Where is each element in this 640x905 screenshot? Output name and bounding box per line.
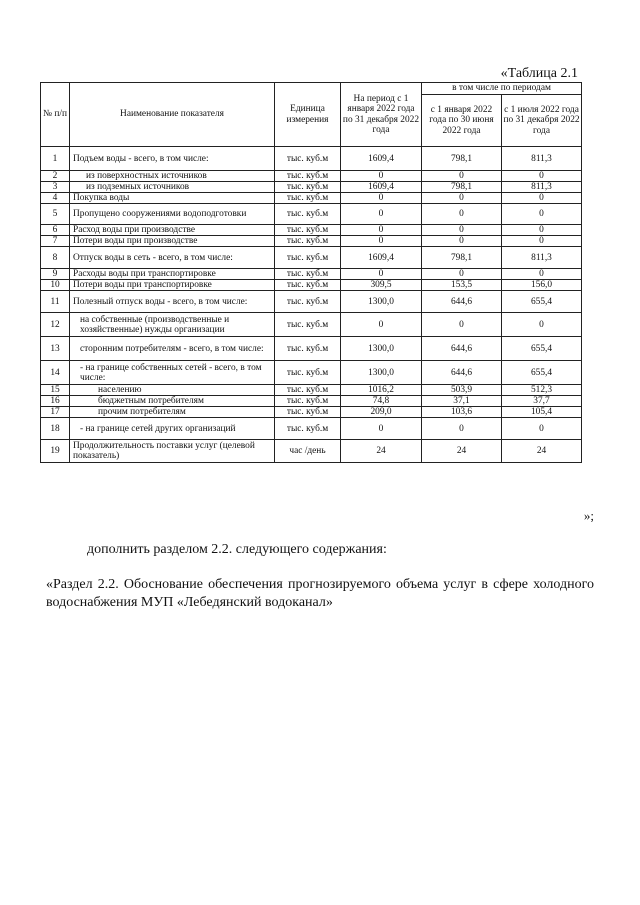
row-total-cell: 0 — [341, 204, 422, 225]
row-unit-cell: тыс. куб.м — [275, 313, 341, 337]
row-unit-cell: тыс. куб.м — [275, 291, 341, 313]
row-period2-cell: 512,3 — [502, 385, 582, 396]
table-row — [41, 440, 582, 463]
row-name-cell: Пропущено сооружениями водоподготовки — [70, 204, 275, 225]
row-name-cell: Продолжительность поставки услуг (целевой показатель) — [70, 440, 275, 463]
row-num-cell: 8 — [41, 247, 70, 269]
row-period1-cell: 0 — [422, 418, 502, 440]
row-period2-cell: 37,7 — [502, 396, 582, 407]
table-row — [41, 147, 582, 171]
row-period1-cell: 0 — [422, 225, 502, 236]
header-period-1: с 1 января 2022 года по 30 июня 2022 года — [422, 95, 502, 147]
row-name-cell: Расход воды при производстве — [70, 225, 275, 236]
row-unit-cell: тыс. куб.м — [275, 204, 341, 225]
row-name-cell: Отпуск воды в сеть - всего, в том числе: — [70, 247, 275, 269]
row-num-cell: 4 — [41, 193, 70, 204]
row-period2-cell: 0 — [502, 204, 582, 225]
row-num-cell: 16 — [41, 396, 70, 407]
table-row — [41, 337, 582, 361]
row-total-cell: 1300,0 — [341, 337, 422, 361]
row-name-cell: бюджетным потребителям — [70, 396, 275, 407]
row-total-cell: 24 — [341, 440, 422, 463]
row-period1-cell: 798,1 — [422, 247, 502, 269]
paragraph-section-title: «Раздел 2.2. Обоснование обеспечения прогнозируемого объема услуг в сфере холодного водоснабжения МУП «Лебедянский водоканал» — [46, 577, 594, 610]
row-num-cell: 10 — [41, 280, 70, 291]
row-name-cell: из подземных источников — [70, 182, 275, 193]
table-caption: «Таблица 2.1 — [500, 66, 578, 81]
row-unit-cell: тыс. куб.м — [275, 337, 341, 361]
row-period1-cell: 103,6 — [422, 407, 502, 418]
row-period2-cell: 0 — [502, 193, 582, 204]
row-period1-cell: 0 — [422, 236, 502, 247]
table-row — [41, 269, 582, 280]
row-num-cell: 11 — [41, 291, 70, 313]
row-num-cell: 5 — [41, 204, 70, 225]
row-period1-cell: 798,1 — [422, 147, 502, 171]
row-num-cell: 12 — [41, 313, 70, 337]
row-period2-cell: 0 — [502, 269, 582, 280]
row-num-cell: 13 — [41, 337, 70, 361]
row-name-cell: прочим потребителям — [70, 407, 275, 418]
row-num-cell: 2 — [41, 171, 70, 182]
row-period2-cell: 655,4 — [502, 291, 582, 313]
row-period2-cell: 0 — [502, 313, 582, 337]
header-total: На период с 1 января 2022 года по 31 декабря 2022 года — [341, 83, 422, 147]
row-total-cell: 209,0 — [341, 407, 422, 418]
table-row — [41, 171, 582, 182]
row-period2-cell: 811,3 — [502, 147, 582, 171]
row-num-cell: 19 — [41, 440, 70, 463]
header-period-2: с 1 июля 2022 года по 31 декабря 2022 года — [502, 95, 582, 147]
row-unit-cell: тыс. куб.м — [275, 182, 341, 193]
header-unit: Единица измерения — [275, 83, 341, 147]
row-period2-cell: 655,4 — [502, 337, 582, 361]
row-period2-cell: 811,3 — [502, 182, 582, 193]
table-row — [41, 280, 582, 291]
row-total-cell: 0 — [341, 171, 422, 182]
row-period2-cell: 0 — [502, 171, 582, 182]
row-num-cell: 15 — [41, 385, 70, 396]
row-period2-cell: 811,3 — [502, 247, 582, 269]
row-name-cell: - на границе собственных сетей - всего, в том числе: — [70, 361, 275, 385]
table-row — [41, 313, 582, 337]
row-period1-cell: 0 — [422, 269, 502, 280]
row-num-cell: 6 — [41, 225, 70, 236]
row-period1-cell: 798,1 — [422, 182, 502, 193]
row-unit-cell: тыс. куб.м — [275, 269, 341, 280]
row-period1-cell: 0 — [422, 193, 502, 204]
row-period1-cell: 644,6 — [422, 361, 502, 385]
row-name-cell: на собственные (производственные и хозяйственные) нужды организации — [70, 313, 275, 337]
header-num: № п/п — [41, 83, 70, 147]
table-row — [41, 407, 582, 418]
row-unit-cell: час /день — [275, 440, 341, 463]
row-period2-cell: 0 — [502, 418, 582, 440]
row-total-cell: 1609,4 — [341, 147, 422, 171]
table-row — [41, 225, 582, 236]
row-total-cell: 0 — [341, 269, 422, 280]
row-period2-cell: 0 — [502, 225, 582, 236]
row-unit-cell: тыс. куб.м — [275, 236, 341, 247]
row-period2-cell: 156,0 — [502, 280, 582, 291]
table-row — [41, 182, 582, 193]
row-total-cell: 0 — [341, 313, 422, 337]
water-balance-table — [40, 82, 582, 463]
row-total-cell: 0 — [341, 418, 422, 440]
row-period2-cell: 0 — [502, 236, 582, 247]
row-period1-cell: 0 — [422, 171, 502, 182]
table-row — [41, 385, 582, 396]
row-unit-cell: тыс. куб.м — [275, 225, 341, 236]
table-row — [41, 236, 582, 247]
row-name-cell: Покупка воды — [70, 193, 275, 204]
row-name-cell: Подъем воды - всего, в том числе: — [70, 147, 275, 171]
row-num-cell: 3 — [41, 182, 70, 193]
row-num-cell: 9 — [41, 269, 70, 280]
header-periods-group: в том числе по периодам — [422, 83, 582, 95]
row-total-cell: 0 — [341, 236, 422, 247]
table-row — [41, 204, 582, 225]
row-period2-cell: 655,4 — [502, 361, 582, 385]
paragraph-amendment: дополнить разделом 2.2. следующего содержания: — [87, 542, 387, 557]
row-period1-cell: 503,9 — [422, 385, 502, 396]
row-unit-cell: тыс. куб.м — [275, 396, 341, 407]
row-name-cell: Расходы воды при транспортировке — [70, 269, 275, 280]
table-row — [41, 418, 582, 440]
row-total-cell: 74,8 — [341, 396, 422, 407]
row-period1-cell: 37,1 — [422, 396, 502, 407]
row-period1-cell: 0 — [422, 204, 502, 225]
row-unit-cell: тыс. куб.м — [275, 147, 341, 171]
row-total-cell: 1609,4 — [341, 247, 422, 269]
row-num-cell: 1 — [41, 147, 70, 171]
row-unit-cell: тыс. куб.м — [275, 418, 341, 440]
row-total-cell: 309,5 — [341, 280, 422, 291]
row-num-cell: 7 — [41, 236, 70, 247]
row-num-cell: 18 — [41, 418, 70, 440]
row-period1-cell: 644,6 — [422, 291, 502, 313]
row-unit-cell: тыс. куб.м — [275, 171, 341, 182]
row-period1-cell: 644,6 — [422, 337, 502, 361]
row-total-cell: 1300,0 — [341, 361, 422, 385]
row-period1-cell: 153,5 — [422, 280, 502, 291]
row-unit-cell: тыс. куб.м — [275, 280, 341, 291]
row-name-cell: из поверхностных источников — [70, 171, 275, 182]
table-row — [41, 193, 582, 204]
row-total-cell: 0 — [341, 193, 422, 204]
row-period1-cell: 24 — [422, 440, 502, 463]
row-total-cell: 0 — [341, 225, 422, 236]
row-unit-cell: тыс. куб.м — [275, 407, 341, 418]
row-unit-cell: тыс. куб.м — [275, 247, 341, 269]
row-total-cell: 1300,0 — [341, 291, 422, 313]
row-period1-cell: 0 — [422, 313, 502, 337]
row-name-cell: Потери воды при транспортировке — [70, 280, 275, 291]
row-num-cell: 14 — [41, 361, 70, 385]
row-unit-cell: тыс. куб.м — [275, 361, 341, 385]
row-period2-cell: 24 — [502, 440, 582, 463]
table-row — [41, 396, 582, 407]
table-row — [41, 247, 582, 269]
row-name-cell: Полезный отпуск воды - всего, в том числе: — [70, 291, 275, 313]
row-total-cell: 1609,4 — [341, 182, 422, 193]
table-row — [41, 291, 582, 313]
row-name-cell: Потери воды при производстве — [70, 236, 275, 247]
row-period2-cell: 105,4 — [502, 407, 582, 418]
row-unit-cell: тыс. куб.м — [275, 193, 341, 204]
row-total-cell: 1016,2 — [341, 385, 422, 396]
table-closing-mark: »; — [583, 508, 594, 523]
row-name-cell: населению — [70, 385, 275, 396]
header-name: Наименование показателя — [70, 83, 275, 147]
row-num-cell: 17 — [41, 407, 70, 418]
row-unit-cell: тыс. куб.м — [275, 385, 341, 396]
row-name-cell: - на границе сетей других организаций — [70, 418, 275, 440]
row-name-cell: сторонним потребителям - всего, в том числе: — [70, 337, 275, 361]
table-row — [41, 361, 582, 385]
